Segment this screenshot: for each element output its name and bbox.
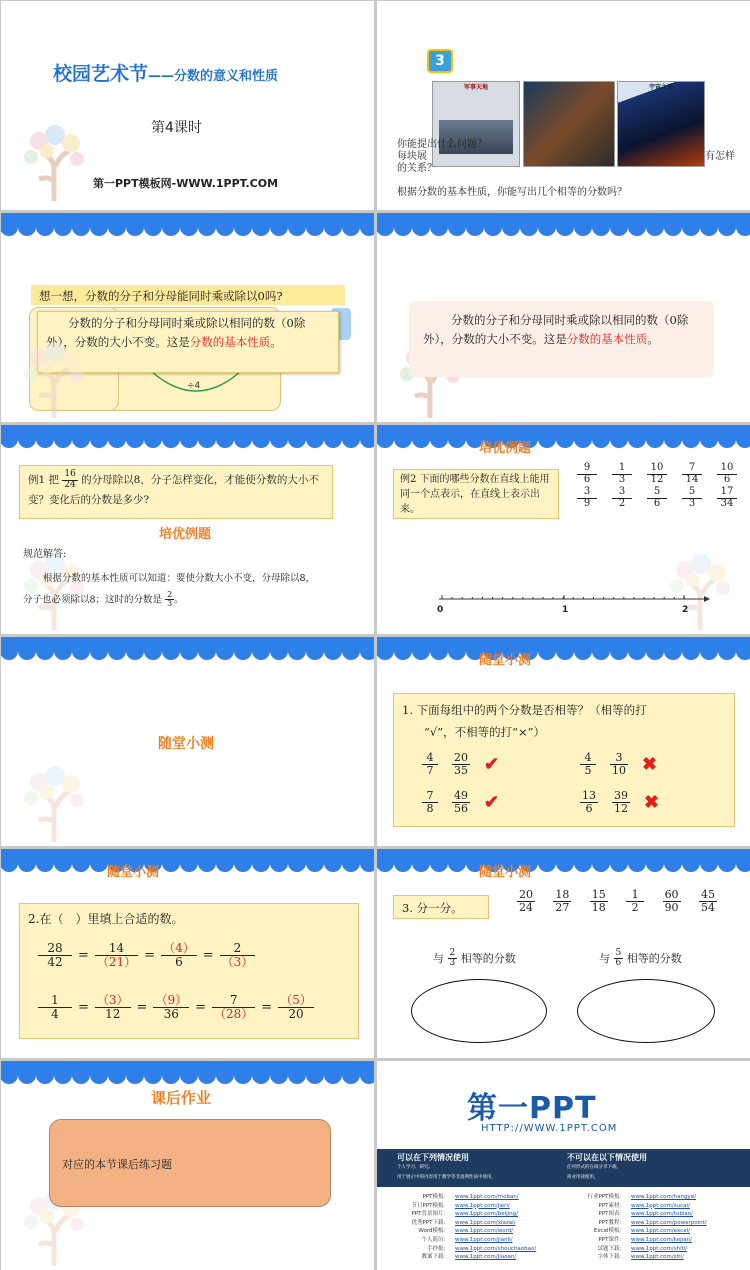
- denominator: 6: [585, 801, 593, 815]
- link-label: PPT背景图片：: [411, 1211, 449, 1218]
- link-label: PPT素材：: [598, 1202, 625, 1209]
- answer-end: 。: [270, 335, 282, 349]
- fraction-5: [278, 994, 314, 1020]
- fraction-pair: [580, 752, 657, 776]
- slide-9: [1, 849, 374, 1058]
- slide-4: [377, 213, 750, 422]
- lesson-label: 第4课时: [151, 120, 202, 136]
- slide-8: [377, 637, 750, 846]
- fraction-row-1: [577, 463, 737, 485]
- fraction-3: [161, 942, 197, 968]
- fraction-2: [95, 942, 138, 968]
- right-pre: 与: [599, 951, 610, 965]
- slide-5: [1, 425, 374, 634]
- example-prefix: 例1 把: [28, 474, 60, 486]
- denominator: 35: [454, 763, 468, 777]
- numerator: （9）: [155, 993, 188, 1007]
- fraction-1: [577, 463, 597, 485]
- denominator: 14: [685, 473, 699, 485]
- numerator: 13: [582, 789, 596, 802]
- can-use-title: 可以在下列情况使用: [397, 1153, 469, 1162]
- numerator: 28: [38, 942, 72, 956]
- cannot-use-1: 任何形式的在线分享下载。: [567, 1165, 621, 1170]
- title-sub: ——分数的意义和性质: [148, 69, 279, 84]
- denominator: （28）: [214, 1006, 254, 1021]
- check-icon: ✔: [484, 753, 500, 775]
- fraction-4: [682, 463, 702, 485]
- denominator: 6: [615, 958, 622, 969]
- denominator: 18: [591, 900, 606, 914]
- left-fraction: [448, 949, 458, 969]
- slide-2: [377, 1, 750, 210]
- numerator: 60: [664, 888, 679, 901]
- section-title: 培优例题: [159, 527, 212, 542]
- fraction-2: [612, 463, 632, 485]
- question-2b: 有怎样: [705, 151, 735, 162]
- link-label: Excel模板：: [593, 1228, 625, 1235]
- fraction-2: [95, 994, 131, 1020]
- denominator: 2: [631, 900, 639, 914]
- slide-title: 随堂小测: [158, 736, 214, 752]
- denominator: 6: [723, 473, 731, 485]
- link-label: 教案下载：: [421, 1254, 449, 1261]
- left-ellipse[interactable]: [411, 979, 547, 1043]
- fraction-10: [717, 487, 737, 509]
- denominator: 4: [51, 1006, 59, 1021]
- numerator: 45: [700, 888, 715, 901]
- property-box: [409, 301, 714, 377]
- link-row: [391, 1245, 561, 1254]
- cannot-use-title: 不可以在以下情况使用: [567, 1153, 647, 1162]
- numerator: 2: [167, 590, 173, 599]
- numerator: 4: [422, 752, 438, 765]
- cannot-use-2: 商业用途使用。: [567, 1175, 599, 1180]
- homework-text: 对应的本节课后练习题: [62, 1158, 172, 1171]
- question-text: 3. 分一分。: [402, 901, 463, 915]
- example-box: [19, 465, 333, 519]
- denominator: 12: [614, 801, 628, 815]
- property-end: 。: [647, 332, 659, 346]
- fraction-list: [517, 889, 717, 913]
- link-row: [567, 1210, 747, 1219]
- link-row: [567, 1253, 747, 1262]
- property-text: 分数的分子和分母同时乘或除以相同的数（0除外），分数的大小不变。这是: [423, 313, 689, 346]
- tick-label-1: 1: [562, 605, 569, 615]
- fill-box: [19, 903, 359, 1039]
- link-url[interactable]: www.1ppt.com/beijing/: [455, 1211, 519, 1218]
- slide-11: [1, 1061, 374, 1270]
- denominator: （3）: [221, 954, 254, 969]
- title-group: [53, 59, 278, 86]
- numerator: 1: [38, 994, 72, 1008]
- wave-border: [1, 637, 374, 667]
- denominator: 12: [650, 473, 664, 485]
- link-row: [567, 1227, 747, 1236]
- numerator: （4）: [163, 941, 195, 955]
- slide-7: [1, 637, 374, 846]
- equals-sign: =: [78, 999, 89, 1015]
- numerator: 9: [577, 463, 597, 475]
- slide-title: 课后作业: [151, 1089, 212, 1107]
- answer-line-2: [23, 591, 184, 609]
- question-2a: 每块展: [397, 151, 427, 162]
- answer-highlight: 分数的基本性质: [189, 335, 271, 349]
- numerator: 16: [64, 469, 76, 480]
- link-row: [567, 1193, 747, 1202]
- link-url[interactable]: www.1ppt.com/word/: [455, 1228, 514, 1235]
- denominator: 12: [105, 1006, 121, 1021]
- denominator: 6: [583, 473, 591, 485]
- right-post: 相等的分数: [626, 951, 682, 965]
- fraction-7: [612, 487, 632, 509]
- link-label: PPT模板：: [422, 1194, 449, 1200]
- answer-end: 。: [174, 594, 184, 606]
- divide-label: ÷4: [187, 381, 201, 391]
- denominator: 42: [47, 954, 63, 969]
- badge-number: 3: [435, 53, 445, 69]
- fraction-1: [38, 994, 72, 1020]
- fraction-b: [452, 790, 470, 814]
- poster-military-title: 军事天地: [463, 84, 488, 91]
- fraction-b: [610, 752, 628, 776]
- fraction-b: [612, 790, 630, 814]
- link-row: [391, 1219, 561, 1228]
- poster-space: [617, 81, 705, 167]
- property-highlight: 分数的基本性质: [566, 332, 648, 346]
- link-label: 优秀PPT下载：: [411, 1219, 449, 1226]
- equals-sign: =: [144, 947, 156, 963]
- numerator: 10: [647, 463, 667, 475]
- fraction-6: [577, 487, 597, 509]
- denominator: 27: [555, 900, 570, 914]
- link-label: 行业PPT模板：: [587, 1194, 625, 1200]
- wave-border: [377, 213, 750, 243]
- left-pre: 与: [433, 951, 444, 965]
- left-post: 相等的分数: [460, 951, 516, 965]
- denominator: 6: [175, 954, 183, 969]
- denominator: （21）: [96, 954, 137, 969]
- denominator: 90: [664, 900, 679, 914]
- link-label: 节日PPT模板：: [411, 1202, 449, 1209]
- wave-border: [377, 425, 750, 455]
- site-label: 第一PPT模板网-WWW.1PPT.COM: [93, 177, 279, 190]
- answer-label: 规范解答:: [23, 549, 67, 560]
- denominator: 7: [426, 763, 434, 777]
- tick-label-2: 2: [682, 605, 689, 615]
- numerator: 14: [95, 942, 138, 956]
- link-row: [391, 1193, 561, 1202]
- poster-space-title: 宇宙之谜: [648, 84, 673, 91]
- right-fraction: [614, 949, 624, 969]
- fraction-3: [647, 463, 667, 485]
- numerator: 3: [577, 487, 597, 499]
- link-label: 试题下载：: [597, 1245, 625, 1252]
- link-url[interactable]: www.1ppt.com/kejian/: [631, 1236, 692, 1243]
- tree-decoration: [21, 762, 91, 846]
- numerator: 3: [612, 487, 632, 499]
- cross-icon: ✖: [642, 753, 658, 775]
- fraction-1: [38, 942, 72, 968]
- fraction-5: [717, 463, 737, 485]
- section-title: 随堂小测: [107, 865, 160, 880]
- number-badge: [427, 49, 453, 73]
- fraction-2: [553, 889, 571, 913]
- denominator: 34: [720, 497, 734, 509]
- link-label: PPT图表：: [598, 1211, 625, 1218]
- number-line: [427, 591, 717, 621]
- tree-decoration: [21, 338, 91, 422]
- wave-border: [1, 425, 374, 455]
- link-url[interactable]: www.1ppt.com/sucai/: [631, 1202, 690, 1209]
- numerator: 17: [717, 487, 737, 499]
- fraction-3: [153, 994, 189, 1020]
- fraction-pair: [422, 752, 499, 776]
- link-url[interactable]: www.1ppt.com/powerpoint/: [631, 1219, 707, 1226]
- link-url[interactable]: www.1ppt.com/jiaoan/: [455, 1254, 517, 1261]
- right-label: [599, 949, 682, 969]
- link-url[interactable]: www.1ppt.com/excel/: [631, 1228, 690, 1235]
- quiz-line-2: “√”，不相等的打“×”）: [424, 725, 545, 739]
- wave-border: [377, 849, 750, 879]
- fraction-9: [682, 487, 702, 509]
- numerator: 20: [519, 888, 533, 901]
- fraction-pair: [580, 790, 659, 814]
- denominator: 8: [426, 801, 434, 815]
- question-1: 你能提出什么问题？: [397, 139, 487, 150]
- links-left: [391, 1193, 561, 1262]
- numerator: 7: [212, 994, 255, 1008]
- numerator: 39: [614, 789, 628, 802]
- link-row: [391, 1227, 561, 1236]
- fraction-8: [647, 487, 667, 509]
- link-url[interactable]: www.1ppt.com/jianli/: [455, 1236, 513, 1243]
- denominator: 20: [288, 1006, 304, 1021]
- link-row: [567, 1245, 747, 1254]
- link-url[interactable]: www.1ppt.com/ziti/: [631, 1254, 684, 1261]
- slide-12: [377, 1061, 750, 1270]
- fraction-row-2: [577, 487, 737, 509]
- equals-sign: =: [78, 947, 89, 963]
- denominator: 56: [454, 801, 468, 815]
- section-title: 随堂小测: [479, 865, 532, 880]
- fraction-a: [580, 752, 596, 776]
- equals-sign: =: [195, 999, 206, 1015]
- denominator: 6: [653, 497, 661, 509]
- numerator: 5: [615, 948, 622, 958]
- title-main: 校园艺术节: [53, 63, 149, 85]
- fraction-b: [452, 752, 470, 776]
- fraction-a: [580, 790, 598, 814]
- denominator: 3: [688, 497, 696, 509]
- equals-sign: =: [261, 999, 273, 1015]
- numerator: 2: [220, 942, 256, 956]
- numerator: 20: [454, 751, 468, 764]
- numerator: （3）: [96, 993, 129, 1007]
- link-url[interactable]: www.1ppt.com/shiti/: [631, 1245, 688, 1252]
- question-text: 想一想，分数的分子和分母能同时乘或除以0吗?: [39, 289, 283, 303]
- link-label: Word模板：: [418, 1228, 449, 1235]
- numerator: 49: [454, 789, 468, 802]
- quiz-box: [393, 693, 735, 827]
- equals-sign: =: [136, 999, 148, 1015]
- check-icon: ✔: [484, 791, 500, 813]
- quiz-line-1: 1. 下面每组中的两个分数是否相等？（相等的打: [402, 703, 647, 717]
- numerator: 5: [682, 487, 702, 499]
- homework-box: [49, 1119, 331, 1207]
- tick-label-0: 0: [437, 605, 444, 615]
- link-row: [567, 1202, 747, 1211]
- section-title: 随堂小测: [479, 653, 532, 668]
- can-use-2: 用于展示中的内容用于教学等非盈利性质中使用。: [397, 1175, 496, 1180]
- fraction-pair: [422, 790, 499, 814]
- denominator: 9: [583, 497, 591, 509]
- link-label: PPT课件：: [598, 1236, 625, 1243]
- fraction-a: [422, 790, 438, 814]
- link-url[interactable]: www.1ppt.com/tubiao/: [631, 1211, 693, 1218]
- link-label: 字体下载：: [597, 1254, 625, 1261]
- left-label: [433, 949, 516, 969]
- ppt-logo: 第一PPT: [467, 1091, 597, 1126]
- fraction-1: [517, 889, 535, 913]
- fraction-grid: [577, 463, 737, 509]
- numerator: 18: [555, 888, 570, 901]
- link-url[interactable]: www.1ppt.com/jieri/: [455, 1202, 510, 1209]
- equals-sign: =: [202, 947, 214, 963]
- numerator: 7: [422, 790, 438, 803]
- link-row: [391, 1210, 561, 1219]
- numerator: 3: [610, 752, 628, 765]
- slide-10: [377, 849, 750, 1058]
- numerator: 1: [626, 889, 644, 902]
- example-question: 的分母除以8，分子怎样变化，才能使分数的大小不变？变化后的分数是多少?: [28, 474, 319, 506]
- link-row: [391, 1202, 561, 1211]
- link-label: PPT教程：: [598, 1219, 625, 1226]
- numerator: 4: [580, 752, 596, 765]
- wave-border: [377, 637, 750, 667]
- slide-1: [1, 1, 374, 210]
- numerator: 1: [612, 463, 632, 475]
- denominator: 3: [449, 958, 456, 969]
- ppt-url: HTTP://WWW.1PPT.COM: [481, 1123, 618, 1134]
- link-row: [567, 1236, 747, 1245]
- answer-line-1: 根据分数的基本性质可以知道：要使分数大小不变，分母除以8，: [43, 573, 316, 584]
- link-label: 个人简历：: [421, 1236, 449, 1243]
- link-row: [567, 1219, 747, 1228]
- question-box: [393, 895, 489, 919]
- right-ellipse[interactable]: [577, 979, 715, 1043]
- fraction-6: [699, 889, 717, 913]
- links-right: [567, 1193, 747, 1262]
- link-row: [391, 1253, 561, 1262]
- equation-row-1: [38, 942, 255, 968]
- numerator: （5）: [280, 993, 312, 1007]
- link-url[interactable]: www.1ppt.com/xiazai/: [455, 1219, 516, 1226]
- denominator: 10: [612, 763, 626, 777]
- numerator: 10: [717, 463, 737, 475]
- denominator: 54: [700, 900, 715, 914]
- answer-fraction: [165, 591, 174, 609]
- link-label: 手抄报：: [426, 1245, 449, 1252]
- tree-decoration: [21, 121, 91, 206]
- link-url[interactable]: www.1ppt.com/shouchaobao/: [455, 1245, 537, 1252]
- numerator: 2: [449, 948, 456, 958]
- denominator: 2: [618, 497, 626, 509]
- cross-icon: ✖: [644, 791, 660, 813]
- numerator: 5: [647, 487, 667, 499]
- poster-collage: [523, 81, 615, 167]
- link-url[interactable]: www.1ppt.com/moban/: [455, 1194, 519, 1200]
- section-title: 培优例题: [479, 441, 532, 456]
- denominator: 24: [519, 900, 533, 914]
- example-box: [393, 469, 559, 519]
- fill-question: 2.在（ ）里填上合适的数。: [28, 912, 184, 926]
- denominator: 24: [64, 479, 76, 490]
- usage-panel: [377, 1149, 750, 1187]
- numerator: 15: [591, 888, 606, 901]
- equation-row-2: [38, 994, 314, 1020]
- question-3: 的关系？: [397, 163, 437, 174]
- poster-military: [432, 81, 520, 167]
- fraction-5: [663, 889, 681, 913]
- denominator: 5: [584, 763, 592, 777]
- can-use-1: 个人学习、研究。: [397, 1165, 433, 1170]
- slide-3: [1, 213, 374, 422]
- answer-text: 分数的分子和分母同时乘或除以相同的数（0除外），分数的大小不变。这是: [46, 316, 306, 349]
- numerator: 7: [682, 463, 702, 475]
- fraction-4: [220, 942, 256, 968]
- denominator: 3: [167, 599, 173, 609]
- denominator: 3: [618, 473, 626, 485]
- wave-border: [1, 213, 374, 243]
- link-row: [391, 1236, 561, 1245]
- link-url[interactable]: www.1ppt.com/hangye/: [631, 1194, 697, 1200]
- slide-6: [377, 425, 750, 634]
- fraction-3: [590, 889, 608, 913]
- fraction-4: [626, 889, 644, 913]
- example-fraction: [62, 470, 77, 490]
- fraction-a: [422, 752, 438, 776]
- answer-line-2-text: 分子也必须除以8；这时的分数是: [23, 594, 163, 606]
- question-4: 根据分数的基本性质，你能写出几个相等的分数吗？: [397, 187, 627, 198]
- fraction-4: [212, 994, 255, 1020]
- denominator: 36: [163, 1006, 179, 1021]
- example-text: 例2 下面的哪些分数在直线上能用同一个点表示，在直线上表示出来。: [400, 474, 550, 515]
- wave-border: [1, 849, 374, 879]
